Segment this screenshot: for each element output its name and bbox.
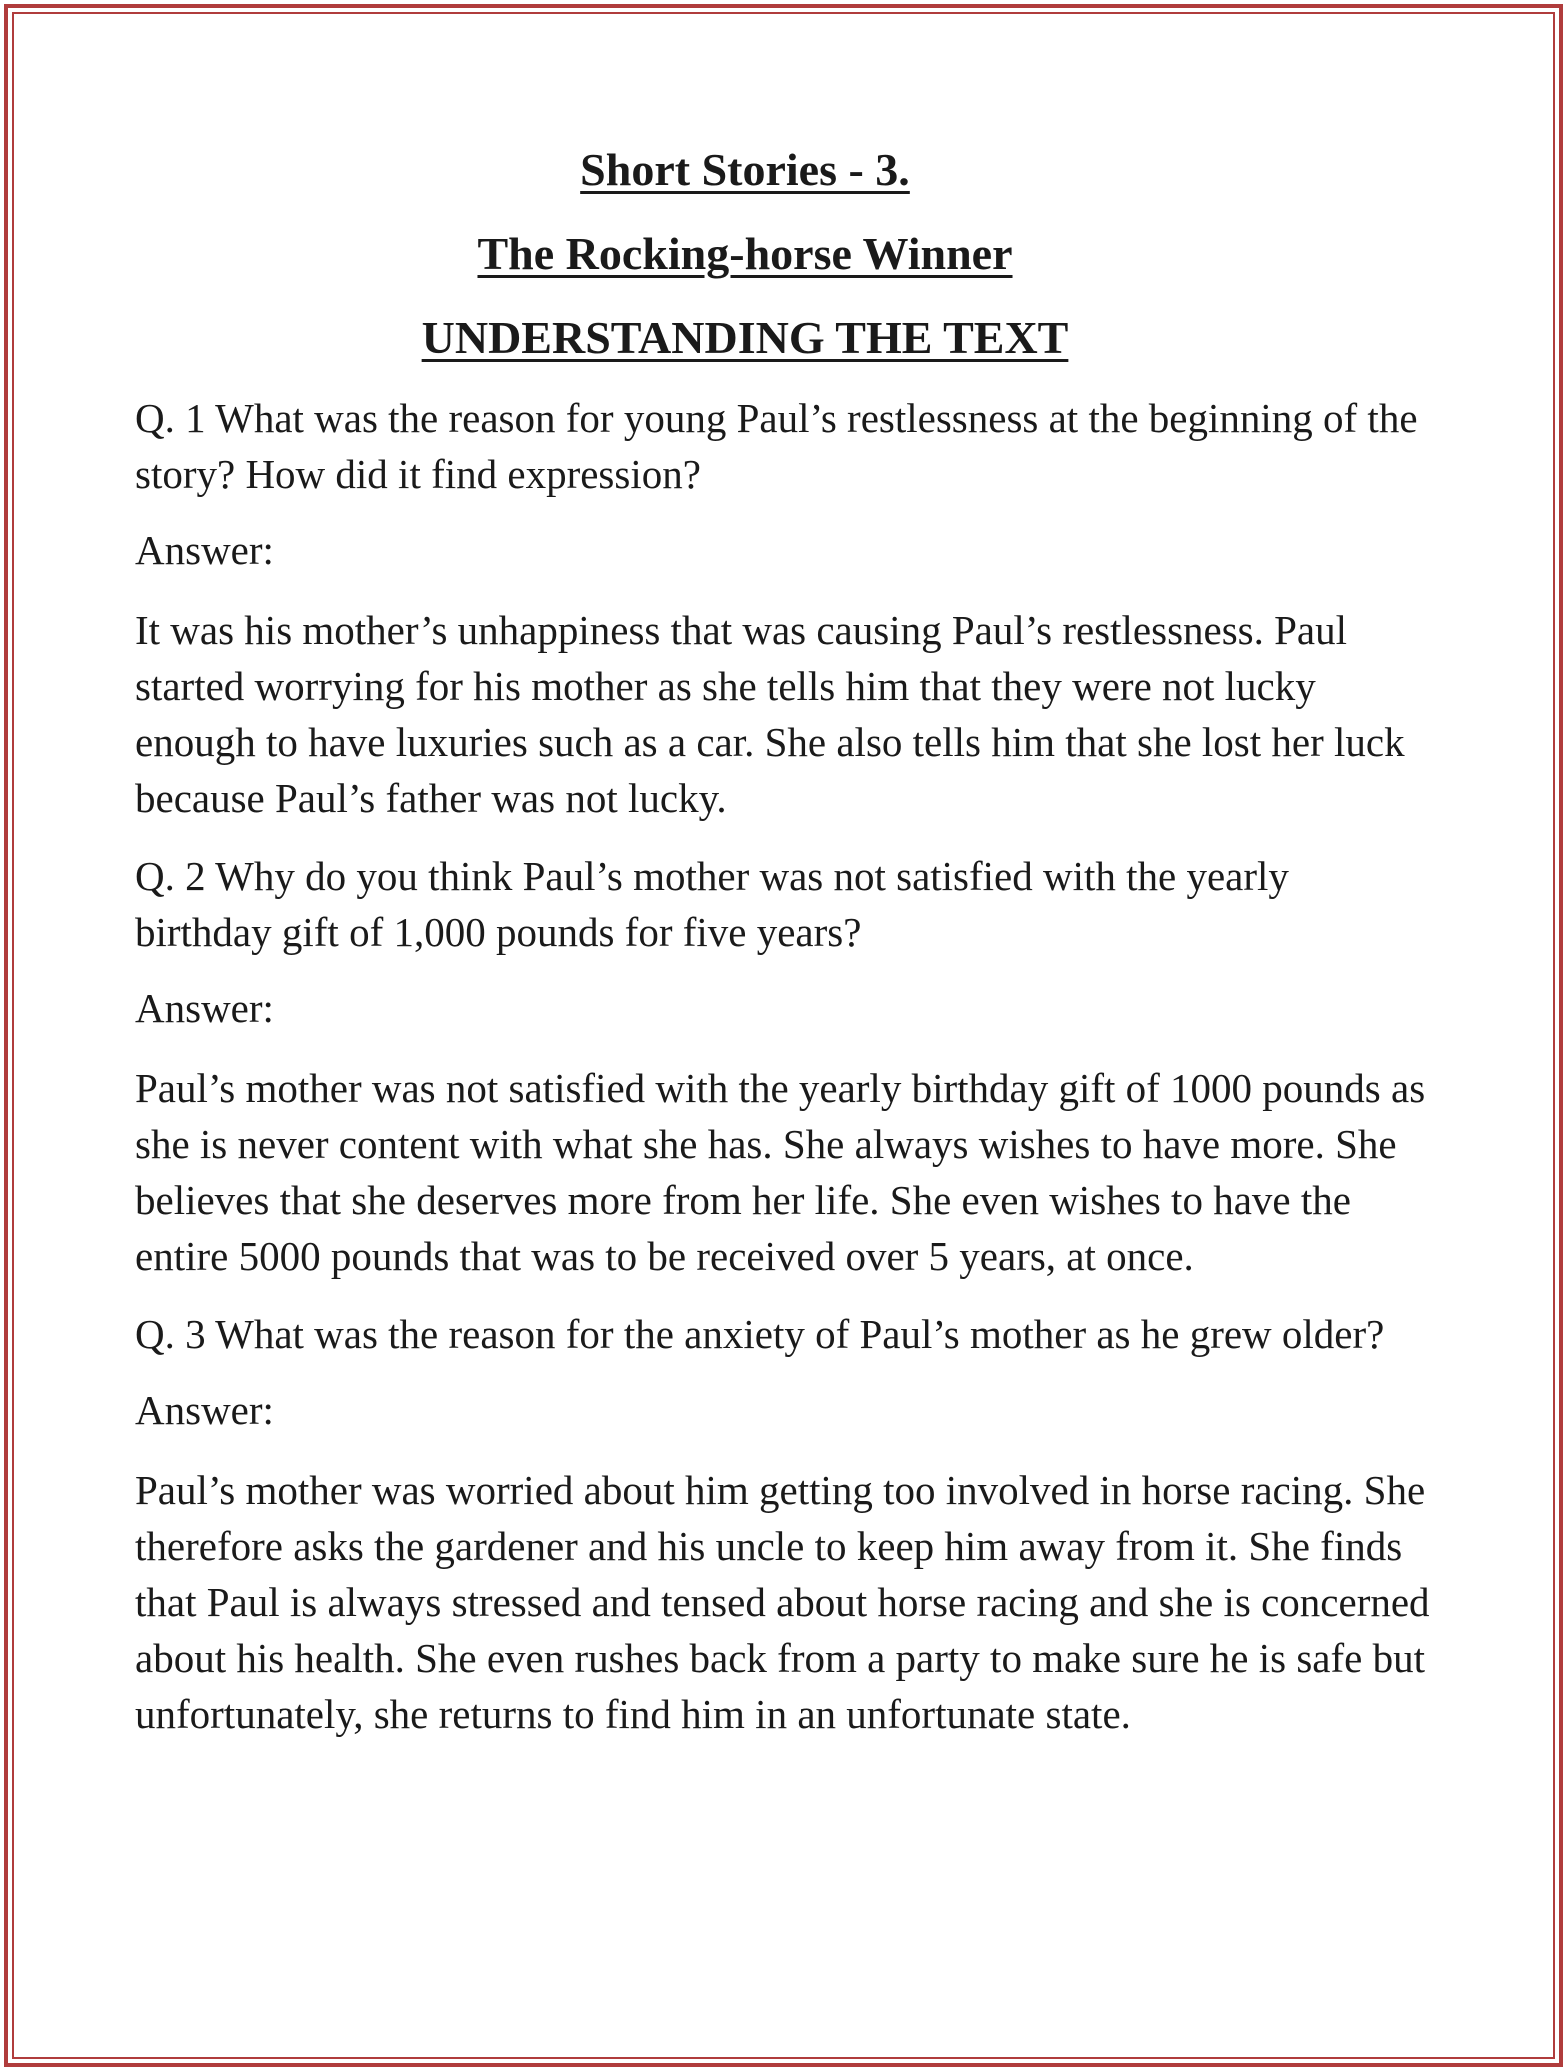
answer-label-1: Answer: <box>135 527 274 573</box>
question-2: Q. 2 Why do you think Paul’s mother was not satisfied with the yearly birthday gift of 1,000 pounds for five years? <box>135 853 1289 955</box>
answer-1: It was his mother’s unhappiness that was causing Paul’s restlessness. Paul started worrying for his mother as she tells him that they were not lucky enough to have luxuries such as a car. She also tells him that she lost her luck because Paul’s father was not lucky. <box>135 607 1405 821</box>
answer-label-3: Answer: <box>135 1387 274 1433</box>
qa-block-3 <box>135 1306 1435 1742</box>
question-1: Q. 1 What was the reason for young Paul’s restlessness at the beginning of the story? How did it find expression? <box>135 395 1418 497</box>
answer-label-2: Answer: <box>135 985 274 1031</box>
section-heading: Short Stories - 3. <box>580 144 910 195</box>
qa-block-1 <box>135 390 1435 826</box>
document-body <box>135 128 1435 1742</box>
answer-2: Paul’s mother was not satisfied with the yearly birthday gift of 1000 pounds as she is never content with what she has. She always wishes to have more. She believes that she deserves more from her life. She even wishes to have the entire 5000 pounds that was to be received over 5 years, at once. <box>135 1065 1426 1279</box>
section-subheading: UNDERSTANDING THE TEXT <box>421 312 1069 363</box>
story-title: The Rocking-horse Winner <box>477 228 1013 279</box>
answer-3: Paul’s mother was worried about him getting too involved in horse racing. She therefore asks the gardener and his uncle to keep him away from it. She finds that Paul is always stressed and tensed about horse racing and she is concerned about his health. She even rushes back from a party to make sure he is safe but unfortunately, she returns to find him in an unfortunate state. <box>135 1467 1430 1737</box>
question-3: Q. 3 What was the reason for the anxiety of Paul’s mother as he grew older? <box>135 1311 1385 1357</box>
qa-block-2 <box>135 848 1435 1284</box>
